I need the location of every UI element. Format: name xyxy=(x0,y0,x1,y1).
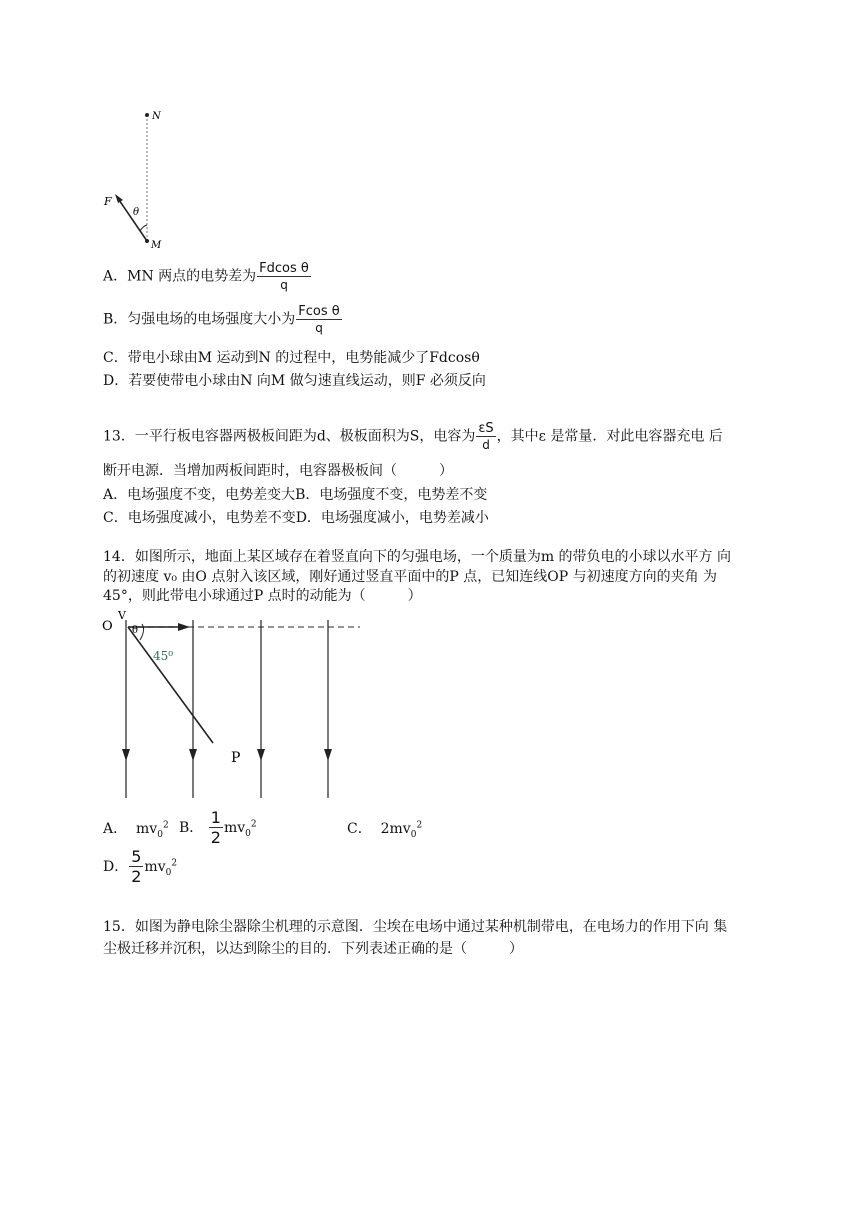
q14-b-fraction: $\frac{1}{2}$ xyxy=(210,808,221,847)
label-v: V xyxy=(118,609,126,622)
initial-velocity-arrowhead xyxy=(178,623,190,631)
label-o: O xyxy=(102,619,113,634)
label-theta: θ xyxy=(132,625,139,636)
point-n xyxy=(145,113,149,117)
q15-stem-line1: 15．如图为静电除尘器除尘机理的示意图．尘埃在电场中通过某种机制带电，在电场力的作用下向 集 xyxy=(103,919,728,935)
label-p: P xyxy=(231,750,241,766)
q14-stem-line2: 的初速度 v₀ 由O 点射入该区域，刚好通过竖直平面中的P 点，已知连线OP 与初速度方向的夹角 为 xyxy=(103,569,718,585)
q13-options-ab: A．电场强度不变，电势差变大B．电场强度不变，电势差不变 xyxy=(103,487,488,503)
label-f: F xyxy=(104,195,112,208)
q12-option-a: A．MN 两点的电势差为 $\frac{\text{Fdcos θ}}{q}$ xyxy=(103,261,309,292)
field-line-1-arrowhead xyxy=(122,749,130,761)
q13-capacitance-fraction: $\frac{\varepsilon S}{d}$ xyxy=(478,421,494,452)
angle-arc xyxy=(140,225,147,231)
label-m: M xyxy=(151,240,162,251)
figure-electric-field-trajectory xyxy=(98,608,368,803)
q14-option-a: A． $mv_0^2$ xyxy=(103,820,169,840)
field-line-3-arrowhead xyxy=(257,749,265,761)
q13-options-cd: C．电场强度减小，电势差不变D．电场强度减小，电势差减小 xyxy=(103,510,489,526)
q13-stem-line2: 断开电源．当增加两板间距时，电容器极板间（ ） xyxy=(103,463,453,479)
field-line-2-arrowhead xyxy=(189,749,197,761)
q14-option-d: D． $\frac{5}{2}$ $mv_0^2$ xyxy=(103,847,178,886)
q12-option-d: D．若要使带电小球由N 向M 做匀速直线运动，则F 必须反向 xyxy=(103,373,486,389)
q14-stem-line3: 45°，则此带电小球通过P 点时的动能为（ ） xyxy=(103,588,422,604)
force-f-arrow xyxy=(117,197,147,241)
q12-a-fraction: $\frac{\text{Fdcos θ}}{q}$ xyxy=(259,261,309,292)
q15-stem-line2: 尘极迁移并沉积，以达到除尘的目的．下列表述正确的是（ ） xyxy=(103,941,523,957)
q12-option-c: C．带电小球由M 运动到N 的过程中，电势能减少了Fdcosθ xyxy=(103,350,480,366)
label-angle: 45⁰ xyxy=(153,649,174,663)
label-n: N xyxy=(152,111,161,122)
q12-b-fraction: $\frac{\text{Fcos θ}}{q}$ xyxy=(298,304,340,335)
q14-option-c: C． $2mv_0^2$ xyxy=(347,820,423,840)
line-op xyxy=(128,627,213,743)
q14-stem-line1: 14．如图所示，地面上某区域存在着竖直向下的匀强电场，一个质量为m 的带负电的小球以水平方 向 xyxy=(103,549,731,565)
label-theta: θ xyxy=(133,207,140,218)
figure-field-force xyxy=(95,105,185,255)
q14-d-fraction: $\frac{5}{2}$ xyxy=(131,847,142,886)
field-line-4-arrowhead xyxy=(324,749,332,761)
q13-stem: 13．一平行板电容器两极板间距为d、极板面积为S，电容为 $\frac{\varepsilon S}{d}$ ，其中ε 是常量．对此电容器充电 后 xyxy=(103,421,723,452)
q12-option-b: B．匀强电场的电场强度大小为 $\frac{\text{Fcos θ}}{q}$ xyxy=(103,304,340,335)
force-f-arrowhead xyxy=(115,194,123,203)
q14-option-b: B． $\frac{1}{2}$ $mv_0^2$ xyxy=(179,808,257,847)
